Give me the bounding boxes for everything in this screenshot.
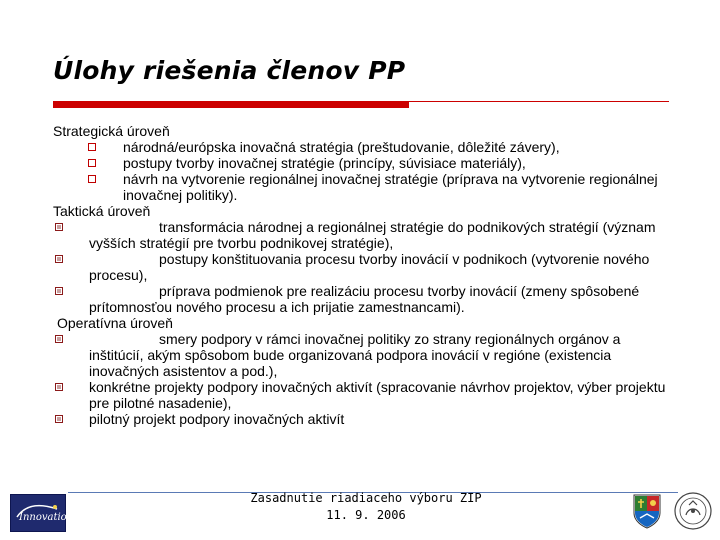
section-heading-tactical: Taktická úroveň xyxy=(53,203,151,219)
list-item: návrh na vytvorenie regionálnej inovačnej stratégie (príprava na vytvorenie regionálnej inovačnej politiky). xyxy=(53,171,673,203)
list-item: konkrétne projekty podpory inovačných aktivít (spracovanie návrhov projektov, výber projektu pre pilotné nasadenie), xyxy=(53,379,673,411)
list-item: smery podpory v rámci inovačnej politiky zo strany regionálnych orgánov a inštitúcií, akým spôsobom bude organizovaná podpora inovácií v regióne (existencia inovačných asistentov a pod.), xyxy=(53,331,673,379)
square-bullet-icon xyxy=(88,143,96,151)
title-underline-thin xyxy=(409,101,669,102)
university-seal-icon xyxy=(673,491,713,531)
square-bullet-icon xyxy=(88,175,96,183)
footer xyxy=(246,490,486,524)
list-item: postupy konštituovania procesu tvorby inovácií v podnikoch (vytvorenie nového procesu), xyxy=(53,251,673,283)
square-bullet-icon xyxy=(55,335,63,343)
list-item: postupy tvorby inovačnej stratégie (princípy, súvisiace materiály), xyxy=(53,155,673,171)
slide-title: Úlohy riešenia členov PP xyxy=(53,56,406,85)
square-bullet-icon xyxy=(55,223,63,231)
section-heading-strategic: Strategická úroveň xyxy=(53,123,170,139)
section-heading-operational: Operatívna úroveň xyxy=(57,315,173,331)
slide-content xyxy=(53,123,673,427)
square-bullet-icon xyxy=(55,383,63,391)
footer-meeting: Zasadnutie riadiaceho výboru ZIP xyxy=(250,491,482,505)
innovation-logo-icon xyxy=(10,494,74,532)
square-bullet-icon xyxy=(88,159,96,167)
square-bullet-icon xyxy=(55,287,63,295)
list-item: pilotný projekt podpory inovačných aktivít xyxy=(53,411,673,427)
list-item: príprava podmienok pre realizáciu procesu tvorby inovácií (zmeny spôsobené prítomnosťou nového procesu a ich prijatie zamestnancami). xyxy=(53,283,673,315)
region-crest-icon xyxy=(632,493,662,529)
title-underline-thick xyxy=(53,101,409,108)
square-bullet-icon xyxy=(55,415,63,423)
list-item: transformácia národnej a regionálnej stratégie do podnikových stratégií (význam vyšších stratégií pre tvorbu podnikovej stratégie), xyxy=(53,219,673,251)
footer-date: 11. 9. 2006 xyxy=(326,508,406,522)
square-bullet-icon xyxy=(55,255,63,263)
list-item: národná/európska inovačná stratégia (preštudovanie, dôležité závery), xyxy=(53,139,673,155)
svg-text:Innovation: Innovation xyxy=(19,512,74,523)
